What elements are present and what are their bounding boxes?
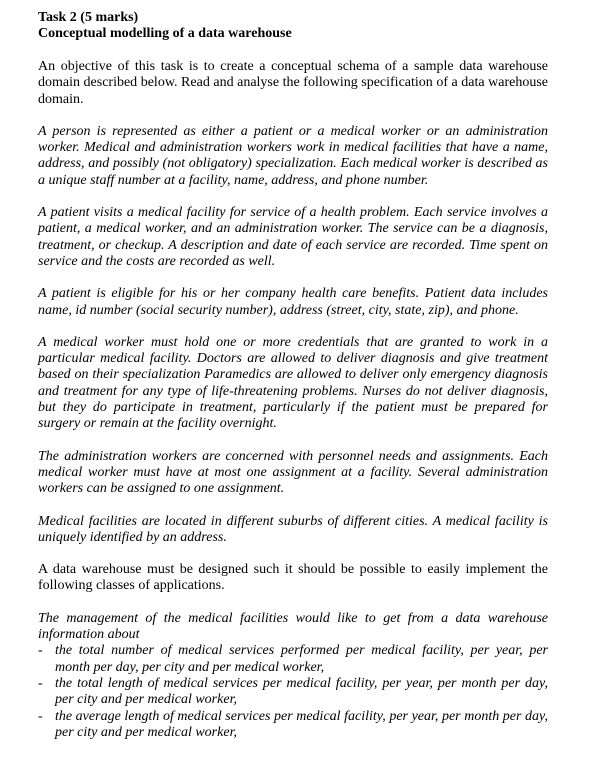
spec-paragraph-facilities: Medical facilities are located in different suburbs of different cities. A medical facility is uniquely identified by an address. [38,513,548,545]
list-item [38,676,548,709]
task-title: Task 2 (5 marks) [38,10,139,25]
list-item [38,643,548,676]
intro-paragraph: An objective of this task is to create a conceptual schema of a sample data warehouse domain described below. Read and analyse the following specification of a data warehouse domain. [38,59,548,107]
spec-paragraph-administration: The administration workers are concerned with personnel needs and assignments. Each medical worker must have at most one assignment at a facility. Several administration workers can be assigned to one assignment. [38,448,548,497]
list-item-text: the total number of medical services performed per medical facility, per year, per month per day, per city and per medical worker, [55,643,548,675]
document-page [38,10,548,741]
bullet-dash: - [38,675,43,691]
task-subtitle: Conceptual modelling of a data warehouse [38,26,292,41]
spec-paragraph-services: A patient visits a medical facility for service of a health problem. Each service involves a patient, a medical worker, and an administration worker. The service can be a diagnosis, treatment, or checkup. A description and date of each service are recorded. Time spent on service and the costs are recorded as well. [38,205,548,269]
spec-paragraph-credentials: A medical worker must hold one or more credentials that are granted to work in a particular medical facility. Doctors are allowed to deliver diagnosis and give treatment based on their specialization Paramedics are allowed to deliver only emergency diagnosis and treatment for any type of life-threatening problems. Nurses do not deliver diagnosis, but they do participate in treatment, particularly if the patient must be prepared for surgery or remain at the facility overnight. [38,334,548,432]
list-item-text: the average length of medical services per medical facility, per year, per month per day, per city and per medical worker, [55,708,548,740]
list-item-text: the total length of medical services per medical facility, per year, per month per day, per city and per medical worker, [55,675,548,708]
design-statement: A data warehouse must be designed such it should be possible to easily implement the following classes of applications. [38,562,548,594]
spec-paragraph-persons: A person is represented as either a patient or a medical worker or an administration worker. Medical and administration workers work in medical facilities that have a name, address, and possibly (not obligatory) specialization. Each medical worker is described as a unique staff number at a facility, name, address, and phone number. [38,123,548,188]
application-list [38,643,548,741]
management-lead: The management of the medical facilities would like to get from a data warehouse information about [38,610,548,643]
bullet-dash: - [38,708,43,724]
bullet-dash: - [38,643,43,659]
list-item [38,709,548,742]
spec-paragraph-patients: A patient is eligible for his or her company health care benefits. Patient data includes name, id number (social security number), address (street, city, state, zip), and phone. [38,286,548,318]
